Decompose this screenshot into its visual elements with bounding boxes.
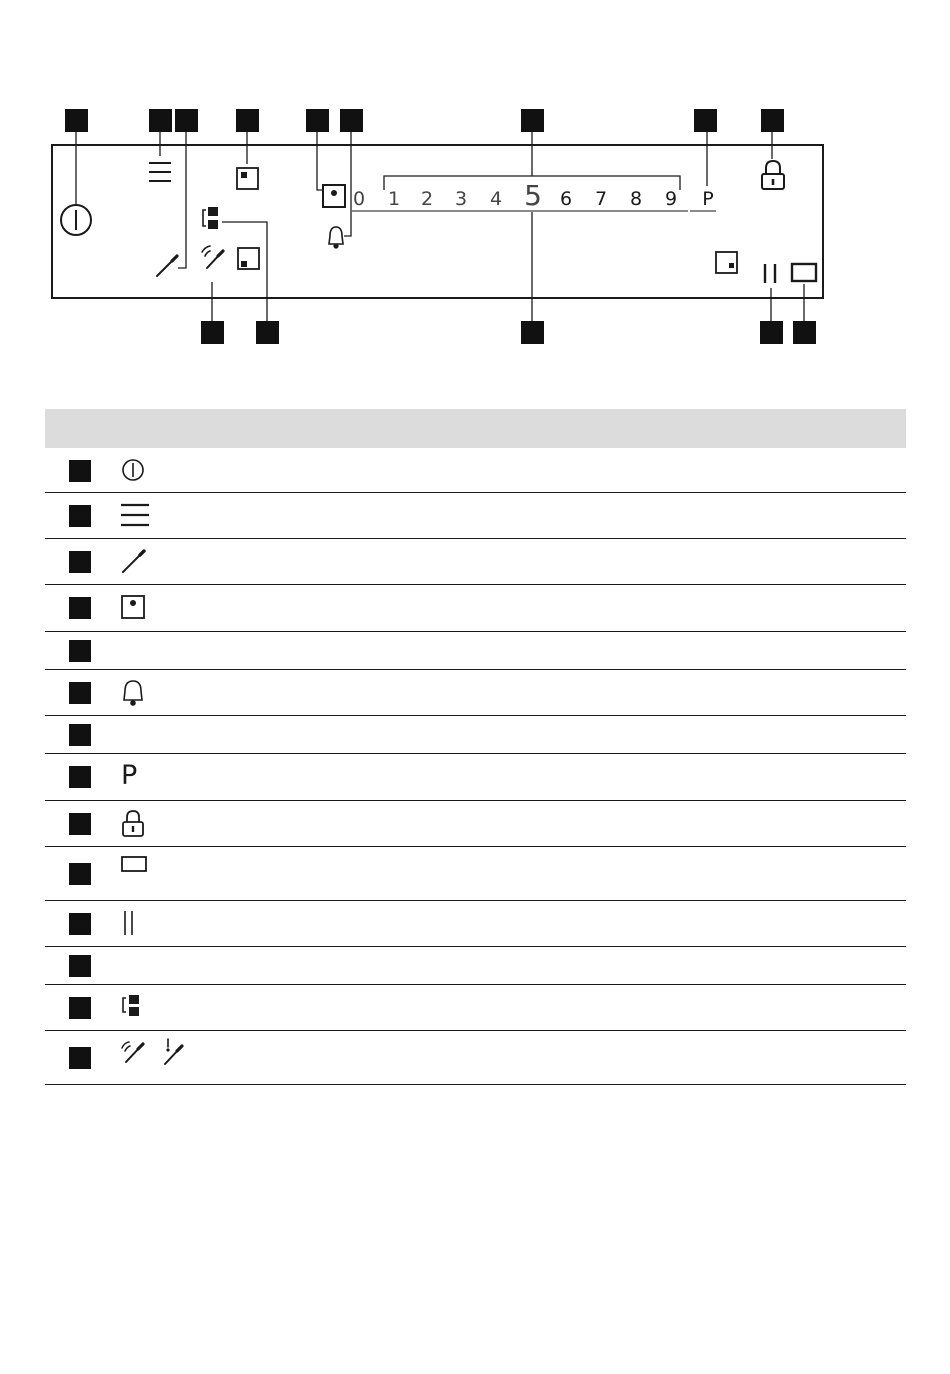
callout-marker (256, 321, 279, 344)
callout-marker (201, 321, 224, 344)
legend-row (45, 585, 906, 632)
legend-table (45, 409, 906, 1085)
callout-marker (69, 551, 91, 573)
callout-marker (69, 997, 91, 1019)
callout-marker (521, 109, 544, 132)
legend-row (45, 801, 906, 847)
lock-icon[interactable] (762, 161, 784, 189)
level-digit: 9 (664, 188, 678, 210)
zone-select-icon[interactable] (323, 185, 345, 207)
callout-marker (69, 682, 91, 704)
level-digit: 8 (629, 188, 643, 210)
probe-icon[interactable] (157, 256, 177, 276)
pause-icon (121, 909, 141, 937)
callout-marker (69, 955, 91, 977)
control-panel-diagram (0, 0, 950, 370)
callout-marker (761, 109, 784, 132)
callout-marker (69, 597, 91, 619)
level-digit: 1 (387, 188, 401, 210)
probe-icon (121, 548, 149, 576)
legend-row (45, 754, 906, 801)
level-digit: 5 (524, 179, 542, 212)
legend-header (45, 409, 906, 448)
p-icon: P (121, 760, 138, 791)
zone-indicator-icon (237, 168, 258, 189)
bell-icon[interactable] (329, 227, 343, 248)
zone-select-icon (121, 595, 147, 621)
callout-marker (236, 109, 259, 132)
leader-lines (76, 132, 804, 321)
level-digit: 0 (352, 188, 366, 210)
bell-icon (121, 679, 149, 707)
callout-marker (69, 640, 91, 662)
callout-marker (306, 109, 329, 132)
power-icon (121, 458, 147, 484)
bridge-icon[interactable] (203, 207, 218, 229)
level-digit: 2 (420, 188, 434, 210)
callout-marker (69, 766, 91, 788)
legend-row (45, 716, 906, 754)
legend-row (45, 632, 906, 670)
callout-markers-top (65, 109, 784, 132)
rectangle-icon[interactable] (792, 264, 816, 281)
pause-icon[interactable] (765, 264, 775, 283)
menu-icon[interactable] (149, 163, 171, 181)
legend-row (45, 947, 906, 985)
power-level-scale[interactable] (353, 179, 714, 212)
probe-alert-icon (163, 1038, 185, 1066)
callout-marker (69, 1047, 91, 1069)
callout-markers-bottom (201, 321, 816, 344)
callout-marker (340, 109, 363, 132)
bridge-icon (121, 994, 145, 1020)
level-digit: 7 (594, 188, 608, 210)
callout-marker (69, 460, 91, 482)
wireless-probe-icon[interactable] (202, 246, 223, 268)
callout-marker (175, 109, 198, 132)
zone-indicator-icon (716, 252, 737, 273)
rectangle-icon (121, 856, 149, 874)
legend-row (45, 493, 906, 539)
boost-p-label: P (702, 188, 714, 210)
callout-marker (69, 505, 91, 527)
level-digit: 4 (489, 188, 503, 210)
callout-marker (69, 863, 91, 885)
legend-row (45, 847, 906, 901)
callout-marker (694, 109, 717, 132)
callout-marker (69, 813, 91, 835)
legend-row (45, 448, 906, 493)
menu-icon (121, 502, 151, 528)
callout-marker (65, 109, 88, 132)
lock-icon (121, 810, 147, 838)
wireless-probe-icon (121, 1040, 147, 1064)
callout-marker (793, 321, 816, 344)
callout-marker (760, 321, 783, 344)
legend-row (45, 901, 906, 947)
callout-marker (69, 913, 91, 935)
callout-marker (69, 724, 91, 746)
callout-marker (149, 109, 172, 132)
legend-row (45, 539, 906, 585)
level-digit: 6 (559, 188, 573, 210)
power-icon[interactable] (61, 205, 91, 235)
callout-marker (521, 321, 544, 344)
level-digit: 3 (454, 188, 468, 210)
legend-row (45, 985, 906, 1031)
zone-indicator-icon (238, 248, 259, 269)
legend-row (45, 670, 906, 716)
legend-row (45, 1031, 906, 1085)
